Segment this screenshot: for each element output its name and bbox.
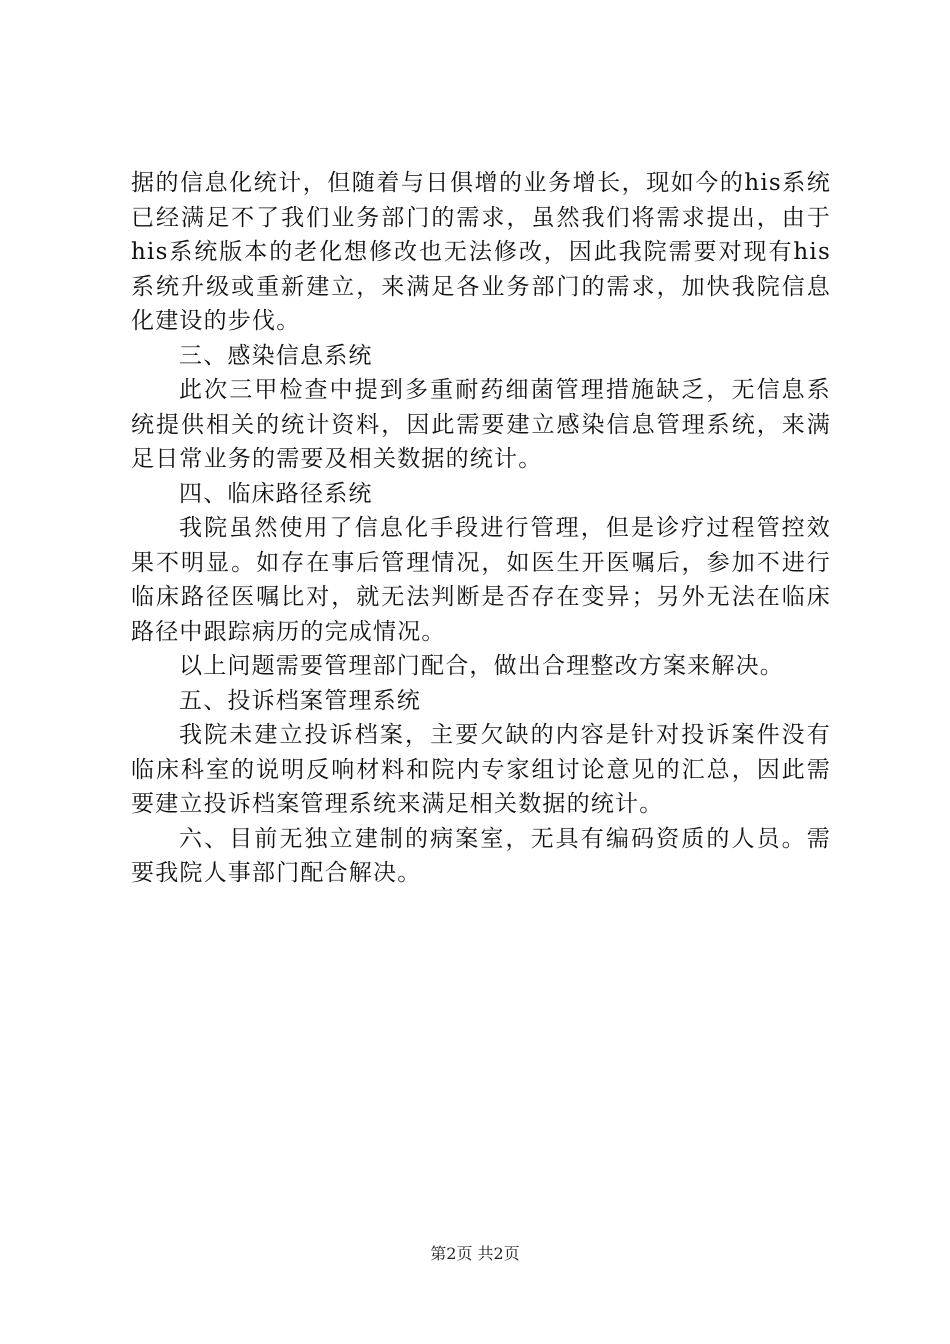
- document-body: [131, 166, 831, 891]
- heading-infection-system: 三、感染信息系统: [179, 342, 373, 369]
- paragraph-management-cooperation: 以上问题需要管理部门配合，做出合理整改方案来解决。: [179, 653, 784, 679]
- page-footer: 第2页 共2页: [430, 1244, 520, 1263]
- paragraph-complaint-archive: 我院未建立投诉档案，主要欠缺的内容是针对投诉案件没有临床科室的说明反响材料和院内专家组讨论意见的汇总，因此需要建立投诉档案管理系统来满足相关数据的统计。: [131, 722, 831, 817]
- heading-clinical-pathway: 四、临床路径系统: [179, 480, 373, 507]
- paragraph-clinical-pathway: 我院虽然使用了信息化手段进行管理，但是诊疗过程管控效果不明显。如存在事后管理情况，如医生开医嘱后，参加不进行临床路径医嘱比对，就无法判断是否存在变异；另外无法在临床路径中跟踪病历的完成情况。: [131, 515, 831, 645]
- paragraph-continuation: 据的信息化统计，但随着与日俱增的业务增长，现如今的his系统已经满足不了我们业务部门的需求，虽然我们将需求提出，由于his系统版本的老化想修改也无法修改，因此我院需要对现有his系统升级或重新建立，来满足各业务部门的需求，加快我院信息化建设的步伐。: [131, 170, 831, 334]
- heading-complaint-archive: 五、投诉档案管理系统: [179, 687, 421, 714]
- paragraph-medical-records-room: 六、目前无独立建制的病案室，无具有编码资质的人员。需要我院人事部门配合解决。: [131, 825, 831, 886]
- paragraph-infection-system: 此次三甲检查中提到多重耐药细菌管理措施缺乏，无信息系统提供相关的统计资料，因此需要建立感染信息管理系统，来满足日常业务的需要及相关数据的统计。: [131, 377, 831, 472]
